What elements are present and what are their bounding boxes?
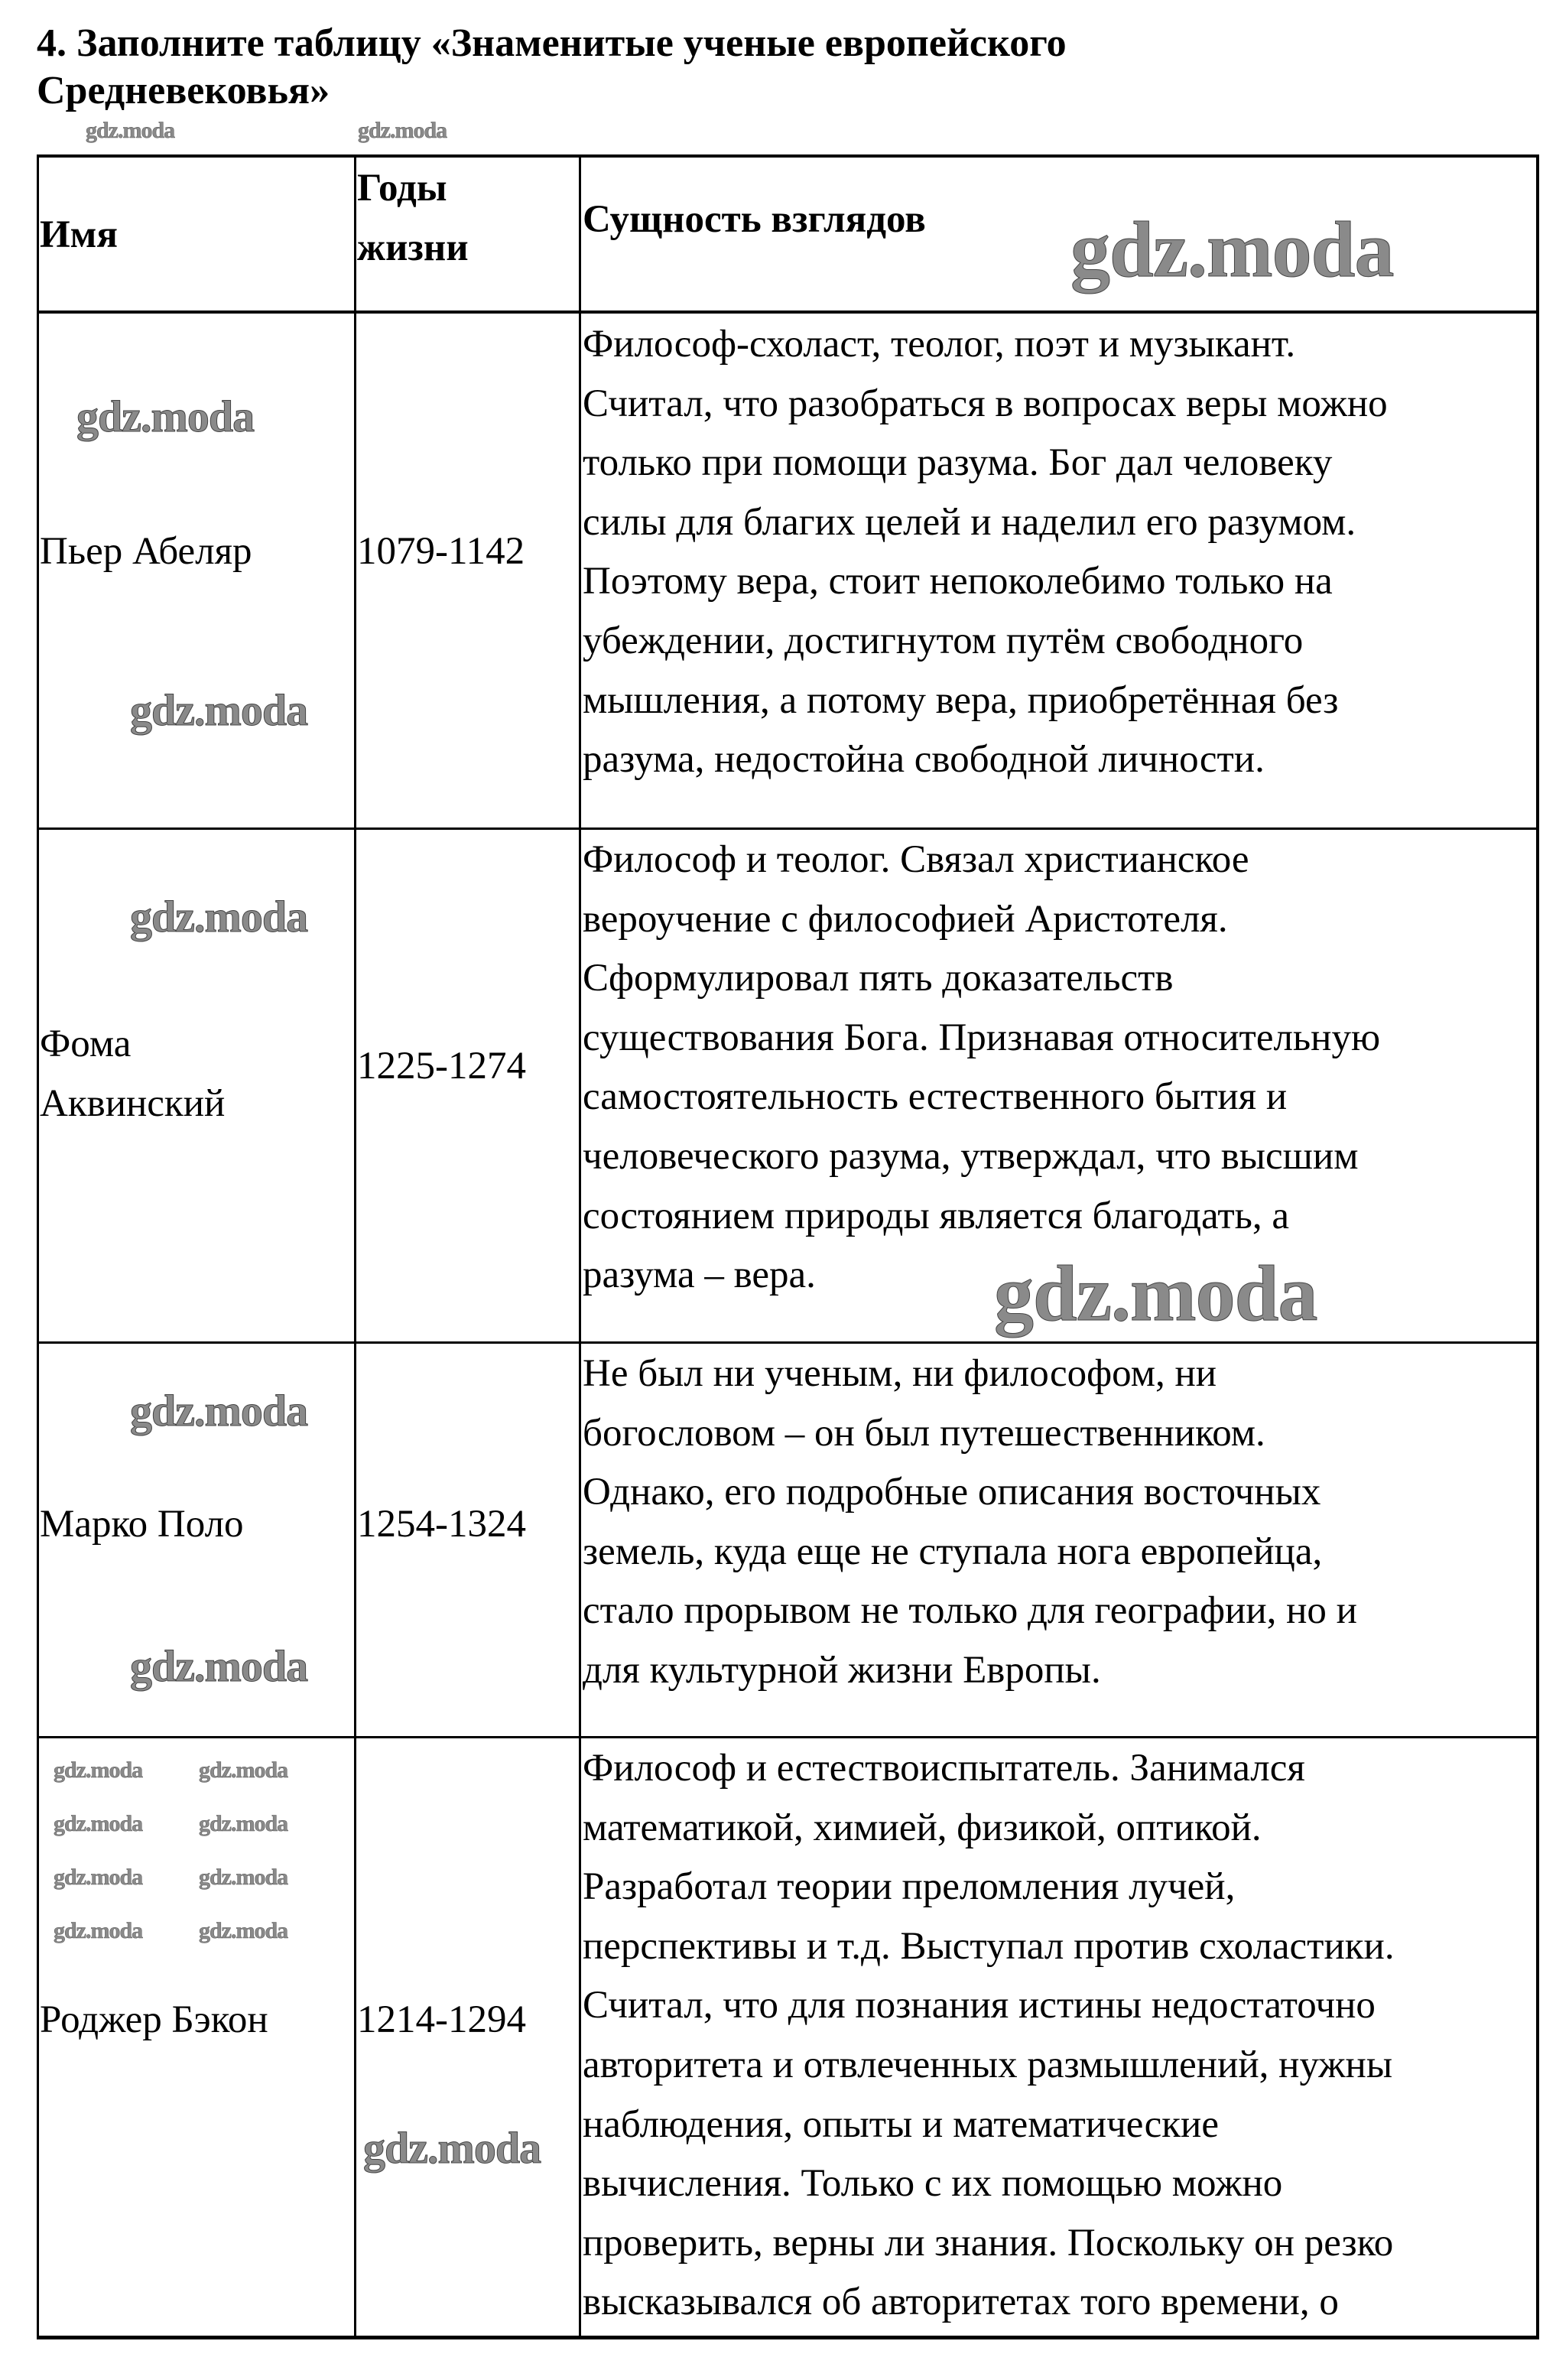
row-divider xyxy=(37,1736,1538,1738)
header-name-text: Имя xyxy=(40,213,118,257)
essence-line: силы для благих целей и наделил его разумом. xyxy=(583,500,1356,544)
essence-line: Считал, что для познания истины недостаточно xyxy=(583,1984,1376,2027)
watermark: gdz.moda xyxy=(199,1865,288,1890)
header-essence xyxy=(583,161,926,280)
table-row-1-years xyxy=(357,314,525,791)
watermark: gdz.moda xyxy=(54,1918,143,1943)
watermark: gdz.moda xyxy=(54,1757,143,1783)
essence-line: человеческого разума, утверждал, что высшим xyxy=(583,1134,1359,1178)
row-divider xyxy=(37,1341,1538,1344)
essence-line: высказывался об авторитетах того времени, о xyxy=(583,2281,1339,2324)
task-title xyxy=(37,20,1067,115)
name-text: Роджер Бэкон xyxy=(40,1998,268,2042)
essence-line: разума, недостойна свободной личности. xyxy=(583,738,1265,782)
years-text: 1079-1142 xyxy=(357,530,525,574)
watermark: gdz.moda xyxy=(130,1641,308,1691)
essence-line: разума – вера. xyxy=(583,1253,816,1297)
table-border-bottom xyxy=(37,2336,1538,2339)
essence-line: стало прорывом не только для географии, но и xyxy=(583,1589,1357,1633)
essence-line: Философ и теолог. Связал христианское xyxy=(583,838,1249,881)
essence-line: математикой, химией, физикой, оптикой. xyxy=(583,1806,1262,1849)
name-text: Марко Поло xyxy=(40,1503,244,1546)
header-years xyxy=(357,159,469,278)
essence-line: мышления, а потому вера, приобретённая без xyxy=(583,678,1339,722)
name-text: Аквинский xyxy=(40,1082,226,1125)
name-text: Фома xyxy=(40,1023,132,1066)
header-years-line: жизни xyxy=(357,226,469,269)
watermark: gdz.moda xyxy=(199,1918,288,1943)
watermark: gdz.moda xyxy=(54,1865,143,1890)
table-row-3-essence xyxy=(583,1344,1357,1701)
essence-line: Однако, его подробные описания восточных xyxy=(583,1471,1321,1514)
table-border-left xyxy=(37,154,39,2339)
essence-line: перспективы и т.д. Выступал против схоластики. xyxy=(583,1924,1395,1968)
essence-line: проверить, верны ли знания. Поскольку он резко xyxy=(583,2221,1394,2265)
essence-line: Философ и естествоиспытатель. Занимался xyxy=(583,1747,1305,1790)
row-divider xyxy=(37,827,1538,830)
essence-line: Поэтому вера, стоит непоколебимо только на xyxy=(583,560,1333,603)
watermark: gdz.moda xyxy=(76,392,255,441)
essence-line: вычисления. Только с их помощью можно xyxy=(583,2162,1283,2206)
essence-line: только при помощи разума. Бог дал человеку xyxy=(583,441,1333,485)
essence-line: убеждении, достигнутом путём свободного xyxy=(583,619,1304,662)
column-divider xyxy=(579,154,581,2339)
essence-line: Считал, что разобраться в вопросах веры можно xyxy=(583,382,1388,425)
years-text: 1214-1294 xyxy=(357,1998,526,2042)
title-line-2: Средневековья» xyxy=(37,69,330,112)
watermark: gdz.moda xyxy=(54,1811,143,1836)
table-border-top xyxy=(37,154,1538,158)
watermark: gdz.moda xyxy=(199,1811,288,1836)
table-border-right xyxy=(1536,154,1539,2339)
essence-line: авторитета и отвлеченных размышлений, нужны xyxy=(583,2043,1393,2086)
row-divider xyxy=(37,311,1538,314)
essence-line: для культурной жизни Европы. xyxy=(583,1648,1101,1692)
column-divider xyxy=(354,154,356,2339)
essence-line: существования Бога. Признавая относительную xyxy=(583,1016,1381,1059)
essence-line: Разработал теории преломления лучей, xyxy=(583,1865,1236,1909)
table-row-4-essence xyxy=(583,1739,1395,2333)
essence-line: Не был ни ученым, ни философом, ни xyxy=(583,1352,1217,1395)
watermark: gdz.moda xyxy=(358,118,447,143)
essence-line: вероучение с философией Аристотеля. xyxy=(583,897,1228,941)
table-row-3-years xyxy=(357,1344,526,1705)
watermark: gdz.moda xyxy=(86,118,175,143)
watermark: gdz.moda xyxy=(130,1386,308,1435)
essence-line: самостоятельность естественного бытия и xyxy=(583,1075,1288,1119)
table-row-1-essence xyxy=(583,315,1388,790)
watermark: gdz.moda xyxy=(363,2123,541,2173)
watermark: gdz.moda xyxy=(130,685,308,735)
table-row-2-essence xyxy=(583,831,1380,1305)
essence-line: Сформулировал пять доказательств xyxy=(583,957,1174,1000)
header-years-line: Годы xyxy=(357,167,447,210)
name-text: Пьер Абеляр xyxy=(40,530,252,574)
watermark: gdz.moda xyxy=(199,1757,288,1783)
years-text: 1254-1324 xyxy=(357,1503,526,1546)
years-text: 1225-1274 xyxy=(357,1045,526,1088)
header-name xyxy=(40,161,118,311)
essence-line: земель, куда еще не ступала нога европейца, xyxy=(583,1530,1323,1573)
table-row-2-years xyxy=(357,831,526,1303)
table-row-4-years xyxy=(357,1739,526,2302)
watermark: gdz.moda xyxy=(1070,206,1394,294)
header-essence-text: Сущность взглядов xyxy=(583,198,926,242)
title-line-1: 4. Заполните таблицу «Знаменитые ученые европейского xyxy=(37,21,1067,65)
watermark: gdz.moda xyxy=(130,892,308,941)
essence-line: богословом – он был путешественником. xyxy=(583,1411,1265,1455)
essence-line: состоянием природы является благодать, а xyxy=(583,1194,1290,1237)
essence-line: наблюдения, опыты и математические xyxy=(583,2102,1219,2146)
essence-line: Философ-схоласт, теолог, поэт и музыкант. xyxy=(583,323,1296,366)
watermark: gdz.moda xyxy=(994,1250,1317,1338)
